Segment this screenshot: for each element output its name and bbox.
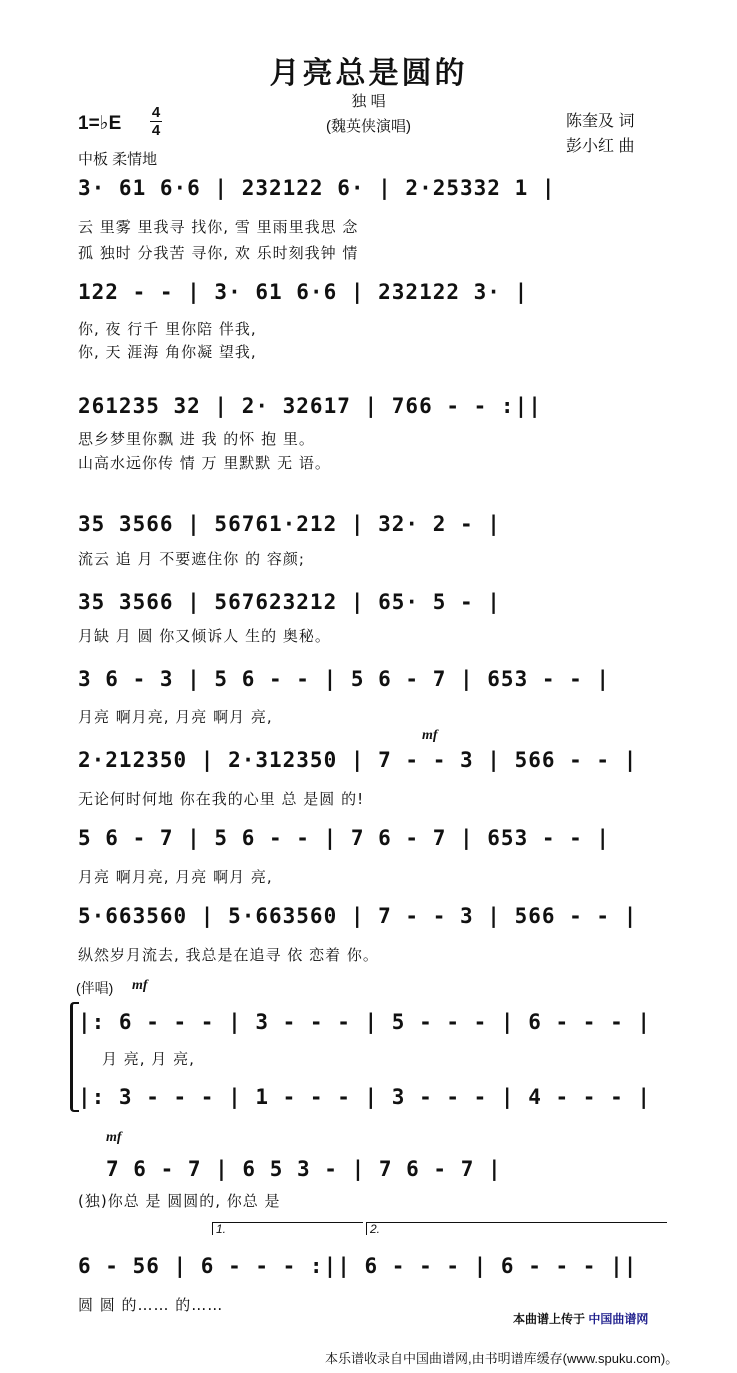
notes-line: 261235 32 | 2· 32617 | 766 - - :|| xyxy=(78,394,542,418)
notes-line: 3 6 - 3 | 5 6 - - | 5 6 - 7 | 653 - - | xyxy=(78,667,611,691)
site-logo: 中国曲谱网 xyxy=(588,1312,649,1326)
dynamic-mark: mf xyxy=(132,978,148,993)
time-signature xyxy=(150,104,162,139)
volta-bracket-2 xyxy=(366,1222,667,1235)
upload-note-text: 本曲谱上传于 xyxy=(513,1312,586,1326)
lyric-line: 纵然岁月流去, 我总是在追寻 依 恋着 你。 xyxy=(78,946,379,964)
notes-line: 5·663560 | 5·663560 | 7 - - 3 | 566 - - | xyxy=(78,904,638,928)
notes-line: 122 - - | 3· 61 6·6 | 232122 3· | xyxy=(78,280,529,304)
lyric-line: 思乡梦里你飘 进 我 的怀 抱 里。 xyxy=(78,430,315,448)
lyric-line: 山高水远你传 情 万 里默默 无 语。 xyxy=(78,454,331,472)
notes-line: 5 6 - 7 | 5 6 - - | 7 6 - 7 | 653 - - | xyxy=(78,826,611,850)
chorus-lower-notes: |: 3 - - - | 1 - - - | 3 - - - | 4 - - - | xyxy=(78,1085,652,1109)
volta-label-2: 2. xyxy=(370,1222,381,1236)
lyric-line: 你, 天 涯海 角你凝 望我, xyxy=(78,343,257,361)
lyric-line: 月缺 月 圆 你又倾诉人 生的 奥秘。 xyxy=(78,627,331,645)
notes-line: 3· 61 6·6 | 232122 6· | 2·25332 1 | xyxy=(78,176,556,200)
dynamic-mark: mf xyxy=(422,728,438,743)
lyric-line: 孤 独时 分我苦 寻你, 欢 乐时刻我钟 情 xyxy=(78,244,359,262)
lyric-line: 月亮 啊月亮, 月亮 啊月 亮, xyxy=(78,868,273,886)
time-bottom: 4 xyxy=(151,122,161,139)
lyric-line: 无论何时何地 你在我的心里 总 是圆 的! xyxy=(78,790,365,808)
volta-bracket-1 xyxy=(212,1222,363,1235)
dynamic-mark: mf xyxy=(106,1130,122,1145)
upload-note xyxy=(513,1310,648,1327)
chorus-upper-notes: |: 6 - - - | 3 - - - | 5 - - - | 6 - - - | xyxy=(78,1010,652,1034)
solo-notes: 7 6 - 7 | 6 5 3 - | 7 6 - 7 | xyxy=(106,1157,502,1181)
chorus-label: (伴唱) xyxy=(76,980,114,996)
ending-notes: 6 - 56 | 6 - - - :|| 6 - - - | 6 - - - || xyxy=(78,1254,638,1278)
key-signature: 1=♭E xyxy=(78,113,122,134)
lyric-line: 你, 夜 行千 里你陪 伴我, xyxy=(78,320,257,338)
composer: 彭小红 曲 xyxy=(566,138,635,155)
notes-line: 35 3566 | 567623212 | 65· 5 - | xyxy=(78,590,501,614)
volta-label-1: 1. xyxy=(216,1222,227,1236)
solo-lyric: (独)你总 是 圆圆的, 你总 是 xyxy=(78,1192,281,1210)
performer: (魏英侠演唱) xyxy=(326,118,411,135)
footer-text: 本乐谱收录自中国曲谱网,由书明谱库缓存(www.spuku.com)。 xyxy=(325,1351,679,1366)
song-title: 月亮总是圆的 xyxy=(269,56,468,91)
ending-lyric: 圆 圆 的…… 的…… xyxy=(78,1296,224,1314)
lyric-line: 云 里雾 里我寻 找你, 雪 里雨里我思 念 xyxy=(78,218,359,236)
performance-type: 独 唱 xyxy=(351,93,386,110)
notes-line: 2·212350 | 2·312350 | 7 - - 3 | 566 - - | xyxy=(78,748,638,772)
chorus-lyric: 月 亮, 月 亮, xyxy=(102,1050,195,1068)
lyric-line: 流云 追 月 不要遮住你 的 容颜; xyxy=(78,550,305,568)
lyricist: 陈奎及 词 xyxy=(566,113,635,130)
tempo-marking: 中板 柔情地 xyxy=(78,151,158,168)
notes-line: 35 3566 | 56761·212 | 32· 2 - | xyxy=(78,512,501,536)
time-top: 4 xyxy=(151,104,161,121)
lyric-line: 月亮 啊月亮, 月亮 啊月 亮, xyxy=(78,708,273,726)
